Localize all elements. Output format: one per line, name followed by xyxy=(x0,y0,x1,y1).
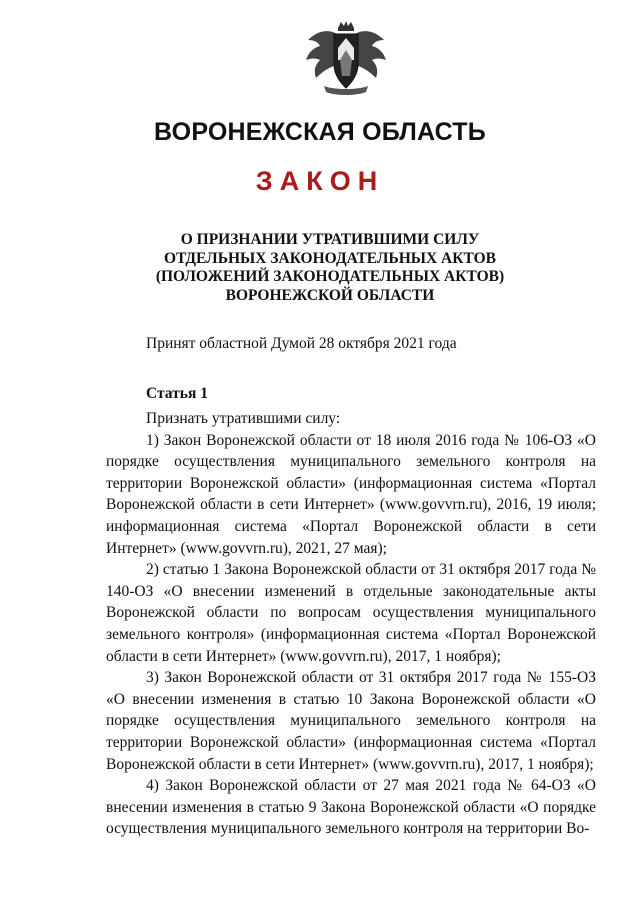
region-name: ВОРОНЕЖСКАЯ ОБЛАСТЬ xyxy=(154,118,486,146)
law-title-line: (ПОЛОЖЕНИЙ ЗАКОНОДАТЕЛЬНЫХ АКТОВ) xyxy=(155,268,505,285)
article-item: 2) статью 1 Закона Воронежской области от 31 октября 2017 года № 140-ОЗ «О внесении изменений в отдельные законодательные акты Воронежской области по вопросам осуществления муниципального земельного контроля» (информационная система «Портал Воронежской области в сети Интернет» (www.govvrn.ru), 2017, 1 ноября); xyxy=(106,561,596,665)
article-intro: Признать утратившими силу: xyxy=(146,410,341,427)
article-body xyxy=(106,408,596,840)
adoption-note: Принят областной Думой 28 октября 2021 года xyxy=(146,335,457,352)
coat-of-arms-icon xyxy=(300,20,392,98)
article-heading: Статья 1 xyxy=(146,385,208,402)
article-item: 4) Закон Воронежской области от 27 мая 2021 года № 64-ОЗ «О внесении изменения в статью 9 Закона Воронежской области «О порядке осуществления муниципального земельного контроля на территории Во- xyxy=(106,777,596,838)
article-item: 3) Закон Воронежской области от 31 октября 2017 года № 155-ОЗ «О внесении изменения в статью 10 Закона Воронежской области «О порядке осуществления муниципального земельного контроля на территории Воронежской области» (информационная система «Портал Воронежской области в сети Интернет» (www.govvrn.ru), 2017, 1 ноября); xyxy=(106,669,596,773)
document-type: ЗАКОН xyxy=(255,166,385,196)
law-title-line: ВОРОНЕЖСКОЙ ОБЛАСТИ xyxy=(225,286,435,304)
article-item: 1) Закон Воронежской области от 18 июля 2016 года № 106-ОЗ «О порядке осуществления муниципального земельного контроля на территории Воронежской области» (информационная система «Портал Воронежской области в сети Интернет» (www.govvrn.ru), 2016, 19 июля; информационная система «Портал Воронежской области в сети Интернет» (www.govvrn.ru), 2021, 27 мая); xyxy=(106,431,596,557)
law-title-line: ОТДЕЛЬНЫХ ЗАКОНОДАТЕЛЬНЫХ АКТОВ xyxy=(163,249,497,267)
law-title-line: О ПРИЗНАНИИ УТРАТИВШИМИ СИЛУ xyxy=(180,231,480,248)
law-title xyxy=(100,231,560,305)
